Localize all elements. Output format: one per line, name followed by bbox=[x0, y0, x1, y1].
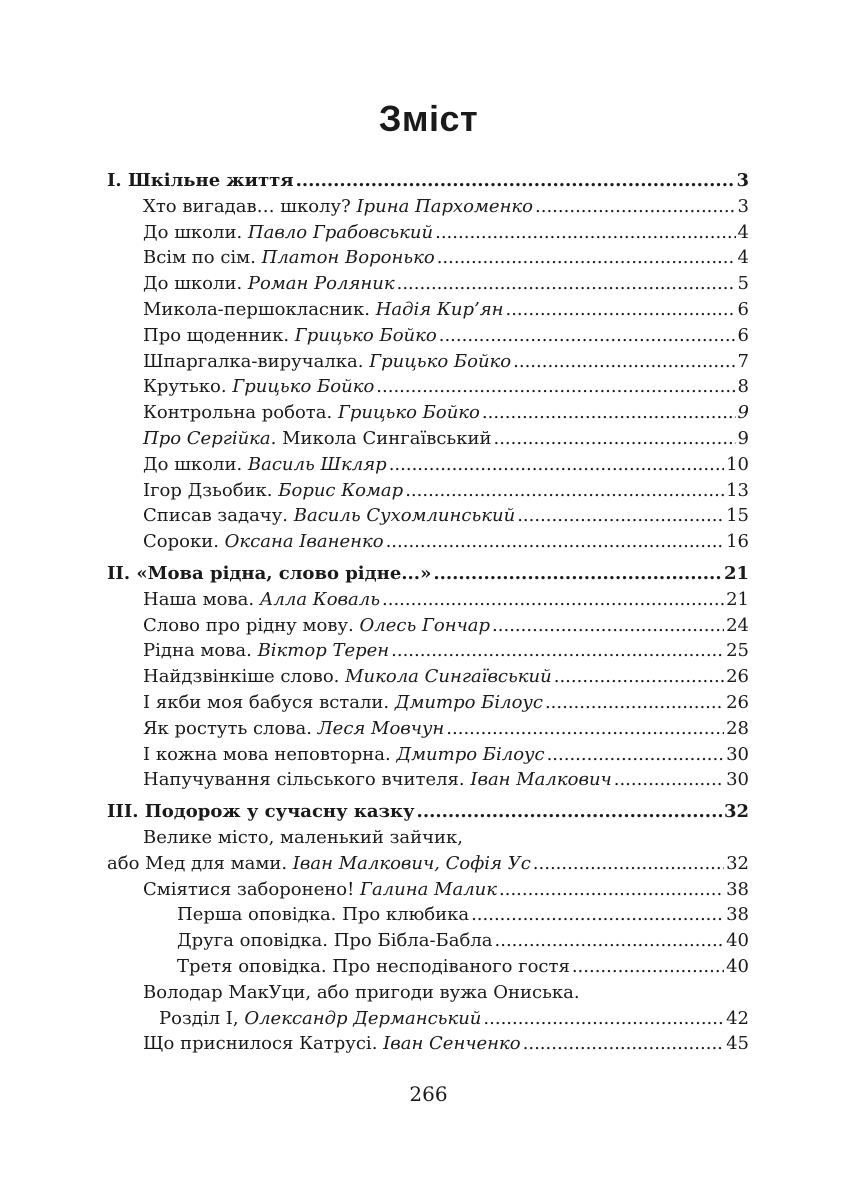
toc-entry[interactable]: Наша мова. Алла Коваль ..... 21 bbox=[107, 587, 749, 613]
toc-entry[interactable]: Найдзвінкіше слово. Микола Сингаївський ..... 26 bbox=[107, 664, 749, 690]
dot-leader bbox=[417, 799, 722, 825]
toc-entry[interactable]: Шпаргалка-виручалка. Грицько Бойко ..... 7 bbox=[107, 349, 749, 375]
toc-entry[interactable]: або Мед для мами. Іван Малкович, Софія Ус ..... 32 bbox=[107, 851, 749, 877]
toc-entry[interactable]: Як ростуть слова. Леся Мовчун ..... 28 bbox=[107, 716, 749, 742]
toc-subentry[interactable]: Третя оповідка. Про несподіваного гостя ..... 40 bbox=[107, 954, 749, 980]
dot-leader bbox=[296, 168, 735, 194]
toc-entry-line: Велике місто, маленький зайчик, bbox=[143, 826, 464, 848]
toc-section-1 bbox=[107, 168, 749, 555]
page-number: 266 bbox=[409, 1082, 448, 1106]
toc-entry[interactable]: Контрольна робота. Грицько Бойко ..... 9 bbox=[107, 400, 749, 426]
toc-entry[interactable]: Сороки. Оксана Іваненко ..... 16 bbox=[107, 529, 749, 555]
toc-entry[interactable]: До школи. Роман Роляник ..... 5 bbox=[107, 271, 749, 297]
toc-entry[interactable]: До школи. Павло Грабовський ..... 4 bbox=[107, 220, 749, 246]
toc-section-2 bbox=[107, 561, 749, 793]
section-heading[interactable]: II. «Мова рідна, слово рідне...» ..... 21 bbox=[107, 561, 749, 587]
page-title: Зміст bbox=[378, 98, 479, 139]
toc-entry[interactable]: Ігор Дзьобик. Борис Комар ..... 13 bbox=[107, 478, 749, 504]
toc-entry[interactable]: Микола-першокласник. Надія Кир’ян ..... 6 bbox=[107, 297, 749, 323]
toc-entry[interactable]: Розділ І, Олександр Дерманський ..... 42 bbox=[107, 1006, 749, 1032]
toc-entry[interactable]: Крутько. Грицько Бойко ..... 8 bbox=[107, 374, 749, 400]
toc-subentry[interactable]: Друга оповідка. Про Бібла-Бабла ..... 40 bbox=[107, 928, 749, 954]
toc-entry[interactable]: Напучування сільського вчителя. Іван Малкович ..... 30 bbox=[107, 767, 749, 793]
section-heading[interactable]: III. Подорож у сучасну казку ..... 32 bbox=[107, 799, 749, 825]
toc-entry[interactable]: Що приснилося Катрусі. Іван Сенченко ..... 45 bbox=[107, 1031, 749, 1057]
section-heading[interactable]: I. Шкільне життя ..... 3 bbox=[107, 168, 749, 194]
toc-subentry[interactable]: Перша оповідка. Про клюбика ..... 38 bbox=[107, 902, 749, 928]
toc-entry[interactable]: До школи. Василь Шкляр ..... 10 bbox=[107, 452, 749, 478]
toc-entry[interactable]: Списав задачу. Василь Сухомлинський ..... 15 bbox=[107, 503, 749, 529]
toc-entry[interactable]: Хто вигадав… школу? Ірина Пархоменко ..... 3 bbox=[107, 194, 749, 220]
toc-entry[interactable]: Про Сергійка. Микола Сингаївський ..... 9 bbox=[107, 426, 749, 452]
toc-entry[interactable]: Слово про рідну мову. Олесь Гончар ..... 24 bbox=[107, 613, 749, 639]
toc-entry[interactable]: Рідна мова. Віктор Терен ..... 25 bbox=[107, 638, 749, 664]
table-of-contents bbox=[107, 168, 749, 1063]
dot-leader bbox=[433, 561, 722, 587]
toc-entry[interactable]: Всім по сім. Платон Воронько ..... 4 bbox=[107, 245, 749, 271]
toc-entry[interactable]: Про щоденник. Грицько Бойко ..... 6 bbox=[107, 323, 749, 349]
toc-entry[interactable]: І кожна мова неповторна. Дмитро Білоус ..... 30 bbox=[107, 742, 749, 768]
toc-entry[interactable]: І якби моя бабуся встали. Дмитро Білоус ..... 26 bbox=[107, 690, 749, 716]
toc-entry[interactable]: Сміятися заборонено! Галина Малик ..... 38 bbox=[107, 877, 749, 903]
toc-entry-line: Володар МакУци, або пригоди вужа Ониська. bbox=[143, 981, 580, 1003]
toc-section-3 bbox=[107, 799, 749, 1057]
